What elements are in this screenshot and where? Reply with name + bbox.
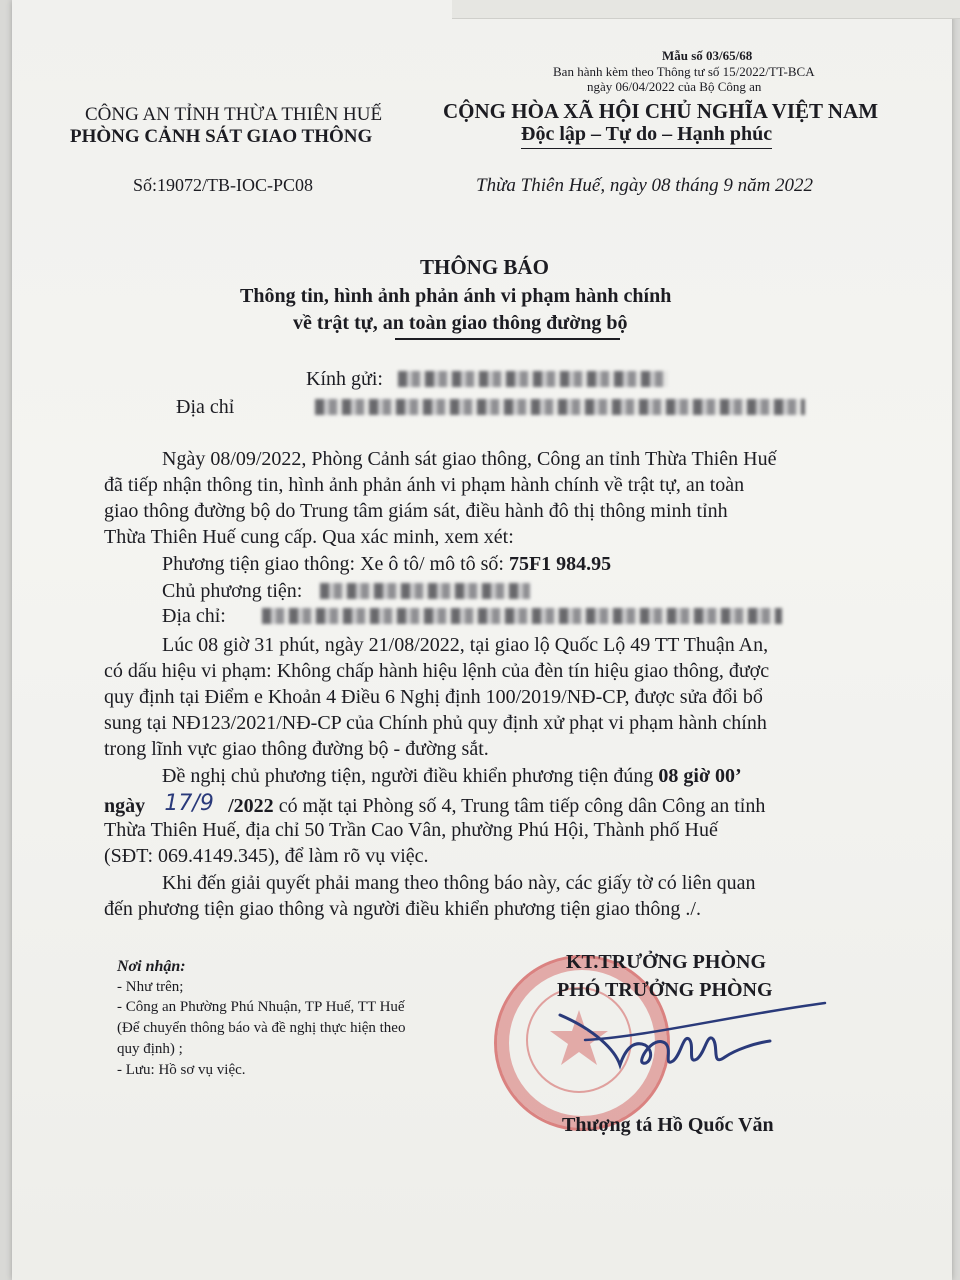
vehicle-label: Phương tiện giao thông: Xe ô tô/ mô tô số: — [162, 553, 509, 575]
document-subtitle-line1: Thông tin, hình ảnh phản ánh vi phạm hành chính — [240, 285, 672, 307]
redacted-recipient-name — [398, 371, 668, 387]
form-number: Mẫu số 03/65/68 — [662, 48, 753, 63]
recipients-list-item-1: - Như trên; — [117, 979, 184, 995]
body-paragraph-4-line2: đến phương tiện giao thông và người điều khiển phương tiện giao thông ./. — [104, 898, 701, 920]
signature-title-line2: PHÓ TRƯỞNG PHÒNG — [557, 979, 773, 1001]
title-underline — [395, 338, 620, 340]
appointment-year: /2022 — [228, 795, 274, 817]
handwritten-appointment-date: 17/9 — [164, 791, 214, 816]
signer-name: Thượng tá Hồ Quốc Văn — [562, 1114, 774, 1136]
recipients-list-item-2-note: (Để chuyển thông báo và đề nghị thực hiện theo — [117, 1020, 406, 1036]
document-subtitle-line2: về trật tự, an toàn giao thông đường bộ — [293, 312, 628, 334]
recipients-list-item-2-note-end: quy định) ; — [117, 1041, 183, 1057]
appointment-time: 08 giờ 00’ — [658, 765, 742, 787]
form-issued-line2: ngày 06/04/2022 của Bộ Công an — [587, 79, 762, 94]
country-name: CỘNG HÒA XÃ HỘI CHỦ NGHĨA VIỆT NAM — [443, 99, 879, 123]
owner-address-label: Địa chỉ: — [162, 605, 226, 627]
redacted-recipient-address — [315, 399, 805, 415]
body-paragraph-1-line3: giao thông đường bộ do Trung tâm giám sát, điều hành đô thị thông minh tỉnh — [104, 500, 728, 522]
document-title: THÔNG BÁO — [420, 255, 549, 279]
body-paragraph-4-line1: Khi đến giải quyết phải mang theo thông báo này, các giấy tờ có liên quan — [162, 872, 756, 894]
issuing-department: PHÒNG CẢNH SÁT GIAO THÔNG — [70, 126, 373, 147]
handwritten-signature — [555, 995, 855, 1085]
redacted-owner-address — [262, 608, 782, 624]
body-paragraph-2-line4: sung tại NĐ123/2021/NĐ-CP của Chính phủ quy định xử phạt vi phạm hành chính — [104, 712, 767, 734]
recipient-label: Kính gửi: — [306, 368, 383, 390]
body-paragraph-1-line2: đã tiếp nhận thông tin, hình ảnh phản ánh vi phạm hành chính về trật tự, an toàn — [104, 474, 745, 496]
folded-paper-edge — [452, 0, 960, 19]
appointment-day-label: ngày — [104, 795, 146, 817]
owner-label: Chủ phương tiện: — [162, 580, 303, 602]
body-paragraph-2-line1: Lúc 08 giờ 31 phút, ngày 21/08/2022, tại giao lộ Quốc Lộ 49 TT Thuận An, — [162, 634, 769, 656]
document-reference-number: Số:19072/TB-IOC-PC08 — [133, 175, 314, 195]
body-paragraph-2-line2: có dấu hiệu vi phạm: Không chấp hành hiệu lệnh của đèn tín hiệu giao thông, được — [104, 660, 770, 682]
redacted-owner-name — [320, 583, 530, 599]
vehicle-line — [162, 553, 611, 576]
body-paragraph-3-line2 — [104, 793, 765, 818]
body-paragraph-1-line1: Ngày 08/09/2022, Phòng Cảnh sát giao thông, Công an tỉnh Thừa Thiên Huế — [162, 448, 777, 470]
issuing-organization: CÔNG AN TỈNH THỪA THIÊN HUẾ — [85, 104, 383, 125]
recipients-list-item-2: - Công an Phường Phú Nhuận, TP Huế, TT Huế — [117, 999, 405, 1015]
signature-title-line1: KT.TRƯỞNG PHÒNG — [566, 951, 766, 973]
body-paragraph-3-line3: Thừa Thiên Huế, địa chỉ 50 Trần Cao Vân, phường Phú Hội, Thành phố Huế — [104, 819, 718, 841]
recipients-list-item-3: - Lưu: Hồ sơ vụ việc. — [117, 1062, 246, 1078]
body-paragraph-1-line4: Thừa Thiên Huế cung cấp. Qua xác minh, xem xét: — [104, 526, 514, 548]
recipient-address-label: Địa chỉ — [176, 396, 235, 418]
vehicle-plate: 75F1 984.95 — [508, 553, 612, 575]
national-motto: Độc lập – Tự do – Hạnh phúc — [521, 123, 772, 149]
appointment-request-text: Đề nghị chủ phương tiện, người điều khiển phương tiện đúng — [162, 765, 659, 787]
form-issued-line1: Ban hành kèm theo Thông tư số 15/2022/TT-BCA — [553, 64, 815, 79]
recipients-list-title: Nơi nhận: — [117, 958, 186, 975]
body-paragraph-3-line4: (SĐT: 069.4149.345), để làm rõ vụ việc. — [104, 845, 429, 867]
body-paragraph-2-line3: quy định tại Điểm e Khoản 4 Điều 6 Nghị định 100/2019/NĐ-CP, được sửa đổi bổ — [104, 686, 763, 708]
body-paragraph-2-line5: trong lĩnh vực giao thông đường bộ - đường sắt. — [104, 738, 489, 760]
body-paragraph-3-line1 — [162, 765, 742, 788]
place-and-date: Thừa Thiên Huế, ngày 08 tháng 9 năm 2022 — [476, 175, 814, 196]
appointment-location-text: có mặt tại Phòng số 4, Trung tâm tiếp công dân Công an tỉnh — [273, 795, 766, 817]
